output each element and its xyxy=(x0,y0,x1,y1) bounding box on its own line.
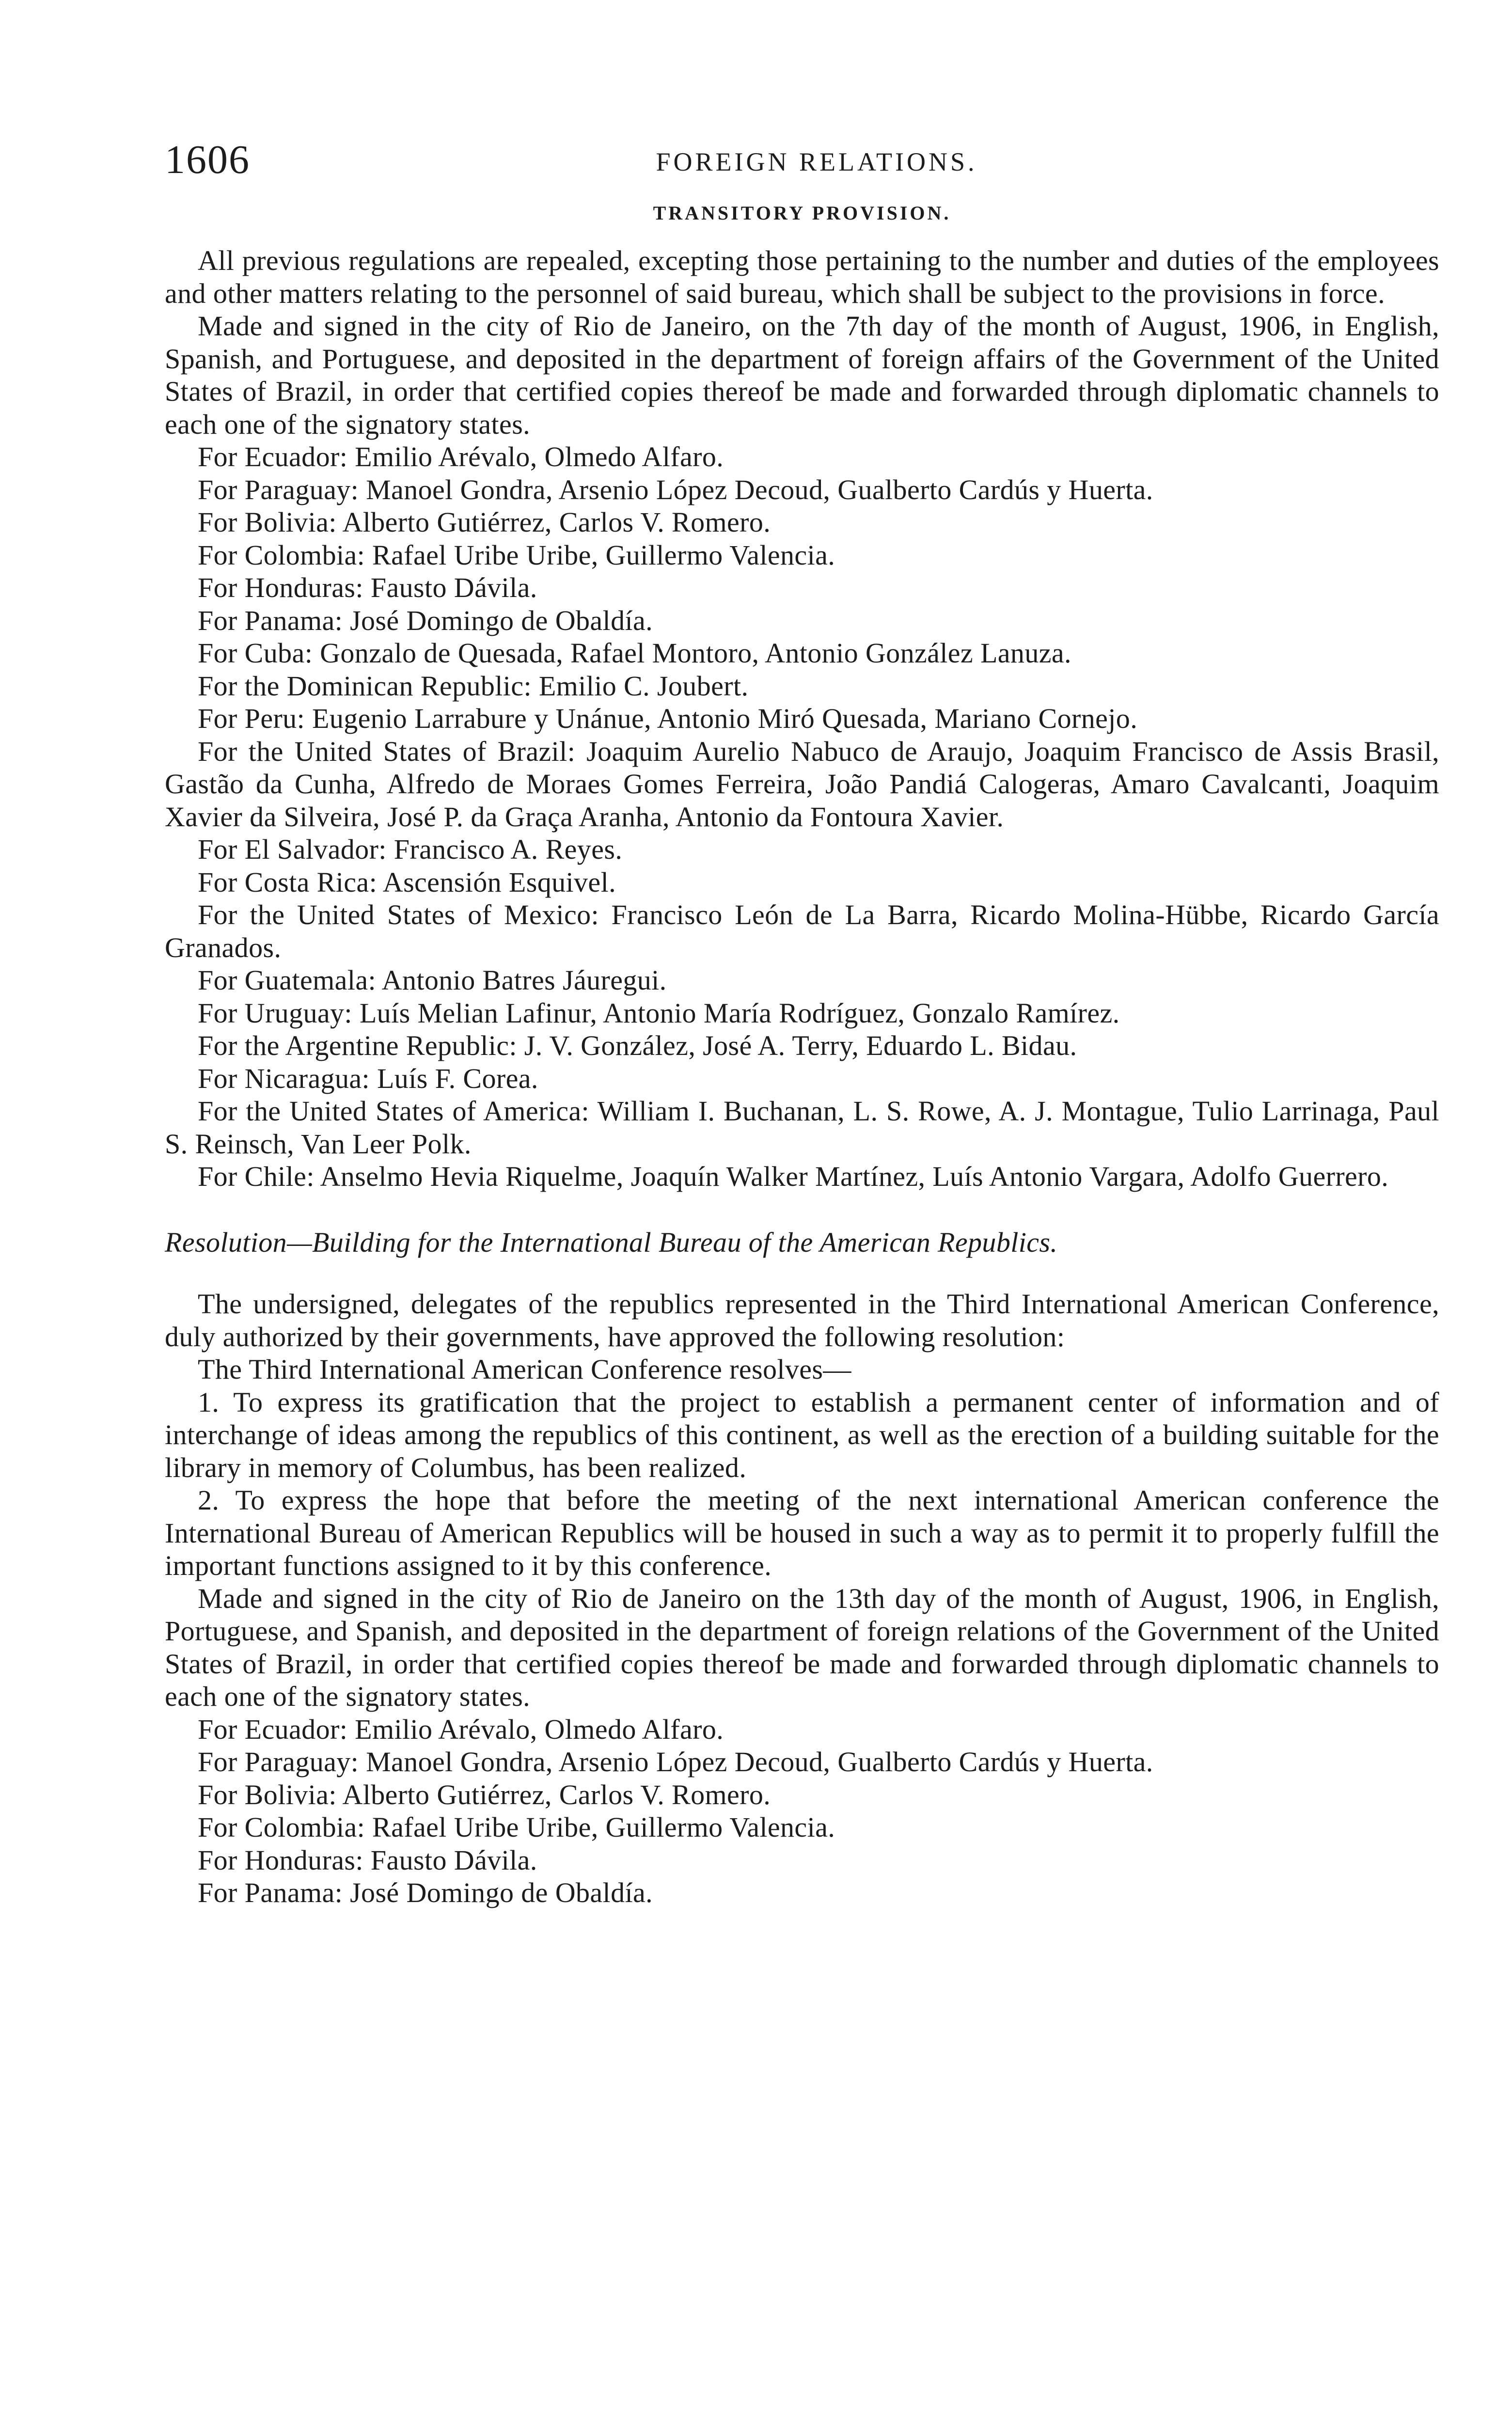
signatory-line: For Uruguay: Luís Melian Lafinur, Antonio María Rodríguez, Gonzalo Ramírez. xyxy=(198,997,1120,1029)
signatory-line: For Costa Rica: Ascensión Esquivel. xyxy=(198,866,616,898)
signatory-line: For Bolivia: Alberto Gutiérrez, Carlos V. Romero. xyxy=(198,1778,771,1810)
paragraph: Made and signed in the city of Rio de Janeiro, on the 7th day of the month of August, 1906, in English, Spanish, and Portuguese, and deposited in the department of foreign affairs of the Government of the United States of Brazil, in order that certified copies thereof be made and forwarded through diplomatic channels to each one of the signatory states. xyxy=(165,310,1439,440)
signatory-line: For Nicaragua: Luís F. Corea. xyxy=(198,1062,538,1094)
signatory-line: For Honduras: Fausto Dávila. xyxy=(198,572,537,603)
signatory-line: For Cuba: Gonzalo de Quesada, Rafael Montoro, Antonio González Lanuza. xyxy=(198,637,1071,669)
running-head xyxy=(165,136,1439,194)
signatory-line: For the Dominican Republic: Emilio C. Joubert. xyxy=(198,670,749,702)
signatory-line: For Peru: Eugenio Larrabure y Unánue, Antonio Miró Quesada, Mariano Cornejo. xyxy=(198,703,1138,734)
signatory-line: For Chile: Anselmo Hevia Riquelme, Joaquín Walker Martínez, Luís Antonio Vargara, Adolfo Guerrero. xyxy=(198,1161,1389,1192)
page-number: 1606 xyxy=(165,137,250,182)
signatory-line: For El Salvador: Francisco A. Reyes. xyxy=(198,834,623,865)
signatory-line: For Guatemala: Antonio Batres Jáuregui. xyxy=(198,964,667,996)
signatory-line: For Colombia: Rafael Uribe Uribe, Guillermo Valencia. xyxy=(198,1811,835,1843)
signatory-line: For Paraguay: Manoel Gondra, Arsenio López Decoud, Gualberto Cardús y Huerta. xyxy=(198,1746,1153,1778)
signatory-line: For the United States of Mexico: Francisco León de La Barra, Ricardo Molina-Hübbe, Ricardo García Granados. xyxy=(165,899,1439,963)
transitory-provision-body xyxy=(165,244,1439,1193)
document-page xyxy=(165,136,1439,1909)
signatory-line: For Bolivia: Alberto Gutiérrez, Carlos V. Romero. xyxy=(198,506,771,538)
signatory-line: For Honduras: Fausto Dávila. xyxy=(198,1844,537,1876)
signatory-line: For Paraguay: Manoel Gondra, Arsenio López Decoud, Gualberto Cardús y Huerta. xyxy=(198,473,1153,505)
paragraph: Made and signed in the city of Rio de Janeiro on the 13th day of the month of August, 1906, in English, Portuguese, and Spanish, and deposited in the department of foreign relations of the Government of the United States of Brazil, in order that certified copies thereof be made and forwarded through diplomatic channels to each one of the signatory states. xyxy=(165,1582,1439,1712)
resolution-body xyxy=(165,1288,1439,1909)
signatory-line: For Colombia: Rafael Uribe Uribe, Guillermo Valencia. xyxy=(198,539,835,571)
signatory-line: For the Argentine Republic: J. V. González, José A. Terry, Eduardo L. Bidau. xyxy=(198,1030,1077,1061)
paragraph: The undersigned, delegates of the republics represented in the Third International American Conference, duly authorized by their governments, have approved the following resolution: xyxy=(165,1288,1439,1353)
signatory-line: For the United States of Brazil: Joaquim Aurelio Nabuco de Araujo, Joaquim Francisco de Assis Brasil, Gastão da Cunha, Alfredo de Moraes Gomes Ferreira, João Pandiá Calogeras, Amaro Cavalcanti, Joaquim Xavier da Silveira, José P. da Graça Aranha, Antonio da Fontoura Xavier. xyxy=(165,735,1439,833)
signatory-line: For Panama: José Domingo de Obaldía. xyxy=(198,1877,653,1908)
section-gap xyxy=(165,1193,1439,1226)
signatory-line: For the United States of America: William I. Buchanan, L. S. Rowe, A. J. Montague, Tulio Larrinaga, Paul S. Reinsch, Van Leer Polk. xyxy=(165,1095,1439,1160)
paragraph: 1. To express its gratification that the project to establish a permanent center of information and of interchange of ideas among the republics of this continent, as well as the erection of a building suitable for the library in memory of Columbus, has been realized. xyxy=(165,1386,1439,1483)
paragraph: All previous regulations are repealed, excepting those pertaining to the number and duties of the employees and other matters relating to the personnel of said bureau, which shall be subject to the provisions in force. xyxy=(165,245,1439,309)
running-title: FOREIGN RELATIONS. xyxy=(656,147,977,176)
signatory-line: For Panama: José Domingo de Obaldía. xyxy=(198,604,653,636)
section-gap xyxy=(165,1259,1439,1288)
section-heading: TRANSITORY PROVISION. xyxy=(653,202,951,224)
paragraph: The Third International American Conference resolves— xyxy=(198,1353,851,1385)
resolution-title: Resolution—Building for the International Bureau of the American Republics. xyxy=(165,1226,1058,1258)
signatory-line: For Ecuador: Emilio Arévalo, Olmedo Alfaro. xyxy=(198,441,724,472)
paragraph: 2. To express the hope that before the meeting of the next international American conference the International Bureau of American Republics will be housed in such a way as to permit it to properly fulfill the important functions assigned to it by this conference. xyxy=(165,1484,1439,1581)
signatory-line: For Ecuador: Emilio Arévalo, Olmedo Alfaro. xyxy=(198,1713,724,1745)
